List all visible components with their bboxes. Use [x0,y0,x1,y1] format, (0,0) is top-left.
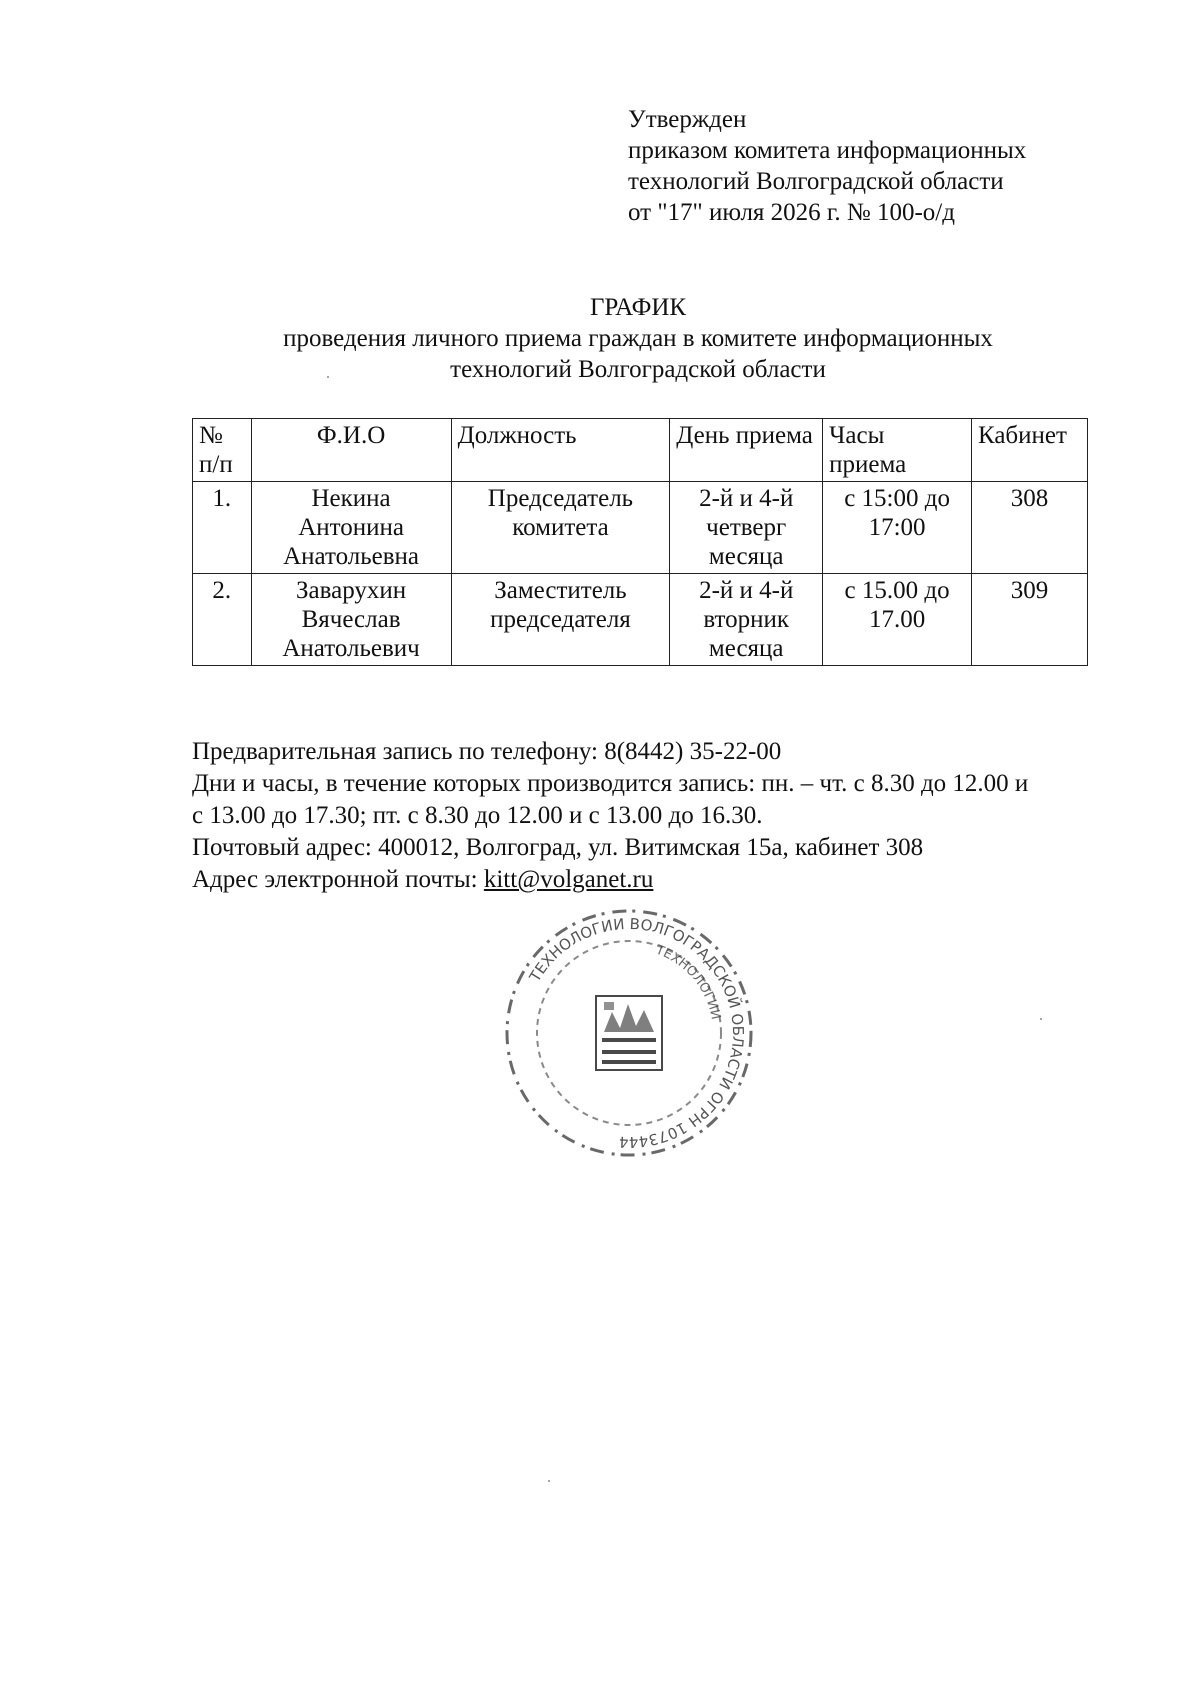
title-heading: ГРАФИК [589,294,687,321]
cell-position: Председатель комитета [451,482,670,574]
hours-line: Дни и часы, в течение которых производится запись: пн. – чт. с 8.30 до 12.00 и [192,770,1029,797]
header-day: День приема [670,419,823,482]
cell-day: 2-й и 4-й четверг месяца [670,482,823,574]
cell-number: 2. [193,574,252,666]
approval-line: приказом комитета информационных [628,137,1027,164]
cell-position: Заместитель председателя [451,574,670,666]
scan-speck [327,376,329,378]
scan-speck [548,1480,550,1482]
header-hours: Часы приема [823,419,972,482]
cell-hours: с 15.00 до 17.00 [823,574,972,666]
approval-line: Утвержден [628,106,747,133]
cell-name: Заварухин Вячеслав Анатольевич [251,574,451,666]
phone-line: Предварительная запись по телефону: 8(8442) 35-22-00 [192,738,782,765]
seal-emblem [596,996,662,1070]
cell-room: 309 [971,574,1087,666]
approval-line: технологий Волгоградской области [628,168,1004,195]
approval-block [628,104,1026,228]
email-label: Адрес электронной почты: [192,866,484,893]
scan-speck [1040,1018,1042,1020]
official-seal [500,904,758,1162]
approval-line: от "17" июля 2026 г. № 100-о/д [628,199,955,226]
cell-number: 1. [193,482,252,574]
cell-hours: с 15:00 до 17:00 [823,482,972,574]
email-link[interactable]: kitt@volganet.ru [483,866,654,893]
cell-name: Некина Антонина Анатольевна [251,482,451,574]
seal-graphic [500,904,758,1162]
seal-outer-ring [507,911,751,1155]
title-subtitle: проведения личного приема граждан в комитете информационных [283,325,993,352]
header-position: Должность [451,419,670,482]
title-subtitle: технологий Волгоградской области [450,356,826,383]
seal-outer-text: ТЕХНОЛОГИИ ВОЛГОГРАДСКОЙ ОБЛАСТИ ОГРН 1073444 [525,914,748,1152]
address-line: Почтовый адрес: 400012, Волгоград, ул. Витимская 15а, кабинет 308 [192,834,924,861]
cell-day: 2-й и 4-й вторник месяца [670,574,823,666]
header-name: Ф.И.О [251,419,451,482]
table-header-row [193,419,1088,482]
seal-inner-text: ТЕХНОЛОГИИ [653,942,723,1022]
header-room: Кабинет [971,419,1087,482]
document-title [0,292,1200,385]
header-number: № п/п [193,419,252,482]
table-row [193,482,1088,574]
email-line [192,864,1112,896]
schedule-table [192,418,1088,666]
contact-info [192,736,1112,896]
hours-line: с 13.00 до 17.30; пт. с 8.30 до 12.00 и с 13.00 до 16.30. [192,802,763,829]
table-row [193,574,1088,666]
cell-room: 308 [971,482,1087,574]
